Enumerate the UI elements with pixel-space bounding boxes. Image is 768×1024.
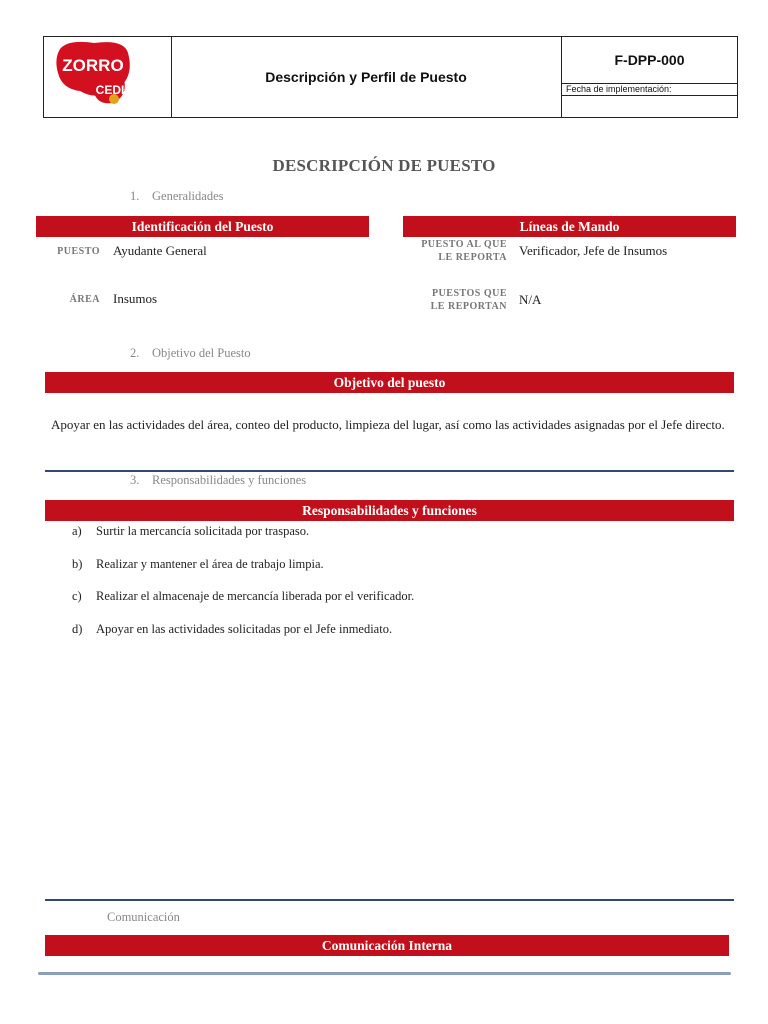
section-objetivo xyxy=(130,346,251,361)
area-value: Insumos xyxy=(113,291,158,306)
section-generalidades xyxy=(130,189,224,204)
section-number: 2. xyxy=(130,346,140,360)
section-label: Responsabilidades y funciones xyxy=(152,473,307,487)
comunicacion-label: Comunicación xyxy=(107,910,180,924)
code-cell xyxy=(562,37,737,117)
lineas-mando-heading: Líneas de Mando xyxy=(403,216,736,237)
label-line: LE REPORTAN xyxy=(430,301,507,312)
list-item-text: Realizar el almacenaje de mercancía liberada por el verificador. xyxy=(96,589,415,603)
document-header xyxy=(43,36,738,118)
fecha-implementacion-label: Fecha de implementación: xyxy=(562,83,737,96)
label-line: LE REPORTA xyxy=(438,252,507,263)
area-label: ÁREA xyxy=(69,294,100,305)
objetivo-heading: Objetivo del puesto xyxy=(45,372,734,393)
list-item-letter: d) xyxy=(72,622,83,636)
document-title: Descripción y Perfil de Puesto xyxy=(171,37,562,117)
puesto-label: PUESTO xyxy=(57,246,100,257)
page-title: DESCRIPCIÓN DE PUESTO xyxy=(272,156,496,175)
list-item-letter: a) xyxy=(72,524,82,538)
list-item-text: Surtir la mercancía solicitada por traspaso. xyxy=(96,524,310,538)
comunicacion-interna-heading: Comunicación Interna xyxy=(45,935,729,956)
list-item xyxy=(72,524,309,539)
puesto-value: Ayudante General xyxy=(113,243,207,258)
list-item-letter: c) xyxy=(72,589,82,603)
list-item-letter: b) xyxy=(72,557,83,571)
section-number: 3. xyxy=(130,473,140,487)
logo-cell xyxy=(44,37,172,117)
puestos-que-reportan-value: N/A xyxy=(519,292,542,307)
footer-divider xyxy=(38,972,731,975)
document-code: F-DPP-000 xyxy=(562,37,737,84)
zorro-cedi-logo xyxy=(54,39,134,109)
section-number: 1. xyxy=(130,189,140,203)
list-item-text: Realizar y mantener el área de trabajo limpia. xyxy=(96,557,324,571)
label-line: PUESTOS QUE xyxy=(431,288,507,299)
objetivo-text: Apoyar en las actividades del área, conteo del producto, limpieza del lugar, así como las actividades asignadas por el Jefe directo. xyxy=(51,417,725,432)
list-item xyxy=(72,622,392,637)
responsabilidades-heading: Responsabilidades y funciones xyxy=(45,500,734,521)
puesto-al-que-reporta-label xyxy=(395,238,507,264)
list-item-text: Apoyar en las actividades solicitadas por el Jefe inmediato. xyxy=(96,622,393,636)
section-label: Objetivo del Puesto xyxy=(152,346,251,360)
puesto-al-que-reporta-value: Verificador, Jefe de Insumos xyxy=(519,243,668,258)
list-item xyxy=(72,557,324,572)
divider xyxy=(45,899,734,901)
list-item xyxy=(72,589,414,604)
identificacion-heading: Identificación del Puesto xyxy=(36,216,369,237)
logo-text-zorro: ZORRO xyxy=(62,56,124,75)
label-line: PUESTO AL QUE xyxy=(421,239,507,250)
puestos-que-reportan-label xyxy=(395,287,507,313)
logo-text-cedi: CEDI xyxy=(95,83,125,97)
section-label: Generalidades xyxy=(152,189,224,203)
section-responsabilidades xyxy=(130,473,306,488)
divider xyxy=(45,470,734,472)
